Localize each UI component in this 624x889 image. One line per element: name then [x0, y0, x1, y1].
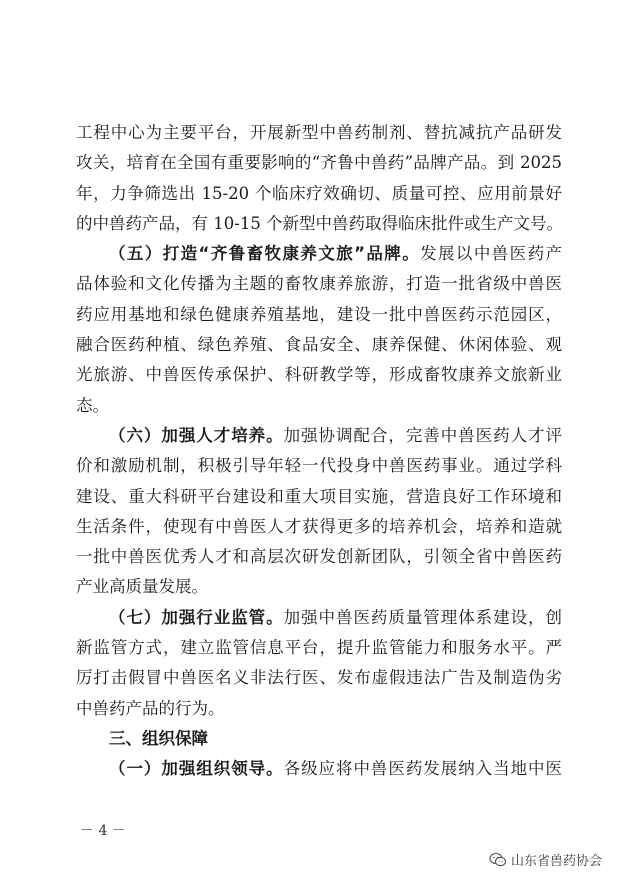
- text-line: 厉打击假冒中兽医名义非法行医、发布虚假违法广告及制造伪劣: [76, 668, 562, 688]
- text-line: 建设、重大科研平台建设和重大项目实施，营造良好工作环境和: [76, 486, 562, 506]
- text-line: 一批中兽医优秀人才和高层次研发创新团队，引领全省中兽医药: [76, 547, 562, 567]
- text-line: 融合医药种植、绿色养殖、食品安全、康养保健、休闲体验、观: [76, 335, 562, 355]
- watermark-text: 山东省兽药协会: [510, 854, 602, 869]
- text-line: 工程中心为主要平台，开展新型中兽药制剂、替抗减抗产品研发: [76, 123, 562, 142]
- text-line: 光旅游、中兽医传承保护、科研教学等，形成畜牧康养文旅新业: [76, 365, 562, 385]
- text-line: 品体验和文化传播为主题的畜牧康养旅游，打造一批省级中兽医: [76, 274, 562, 294]
- section-7-text: 加强中兽医药质量管理体系建设，创: [283, 607, 563, 627]
- text-line: 产业高质量发展。: [76, 577, 208, 597]
- text-line: 中兽药产品的行为。: [76, 698, 225, 718]
- subsection-1-heading: （一）加强组织领导。: [109, 759, 284, 779]
- wechat-icon: [489, 852, 507, 868]
- text-line: 药应用基地和绿色健康养殖基地，建设一批中兽医药示范园区，: [76, 304, 562, 324]
- text-line: 攻关，培育在全国有重要影响的“齐鲁中兽药”品牌产品。到 2025: [76, 153, 562, 173]
- text-line: 价和激励机制，积极引导年轻一代投身中兽医药事业。通过学科: [76, 456, 562, 476]
- section-6-text: 加强协调配合，完善中兽医药人才评: [283, 425, 563, 445]
- section-5-first-line: [76, 239, 562, 269]
- text-line: 态。: [76, 395, 109, 415]
- text-line: 的中兽药产品，有 10-15 个新型中兽药取得临床批件或生产文号。: [76, 213, 564, 233]
- text-line: 年，力争筛选出 15-20 个临床疗效确切、质量可控、应用前景好: [76, 183, 562, 203]
- section-6-first-line: [76, 421, 562, 451]
- part-3-title: 三、组织保障: [109, 728, 208, 748]
- document-body: [76, 118, 562, 785]
- section-5-heading: （五）打造“齐鲁畜牧康养文旅”品牌。: [109, 244, 421, 264]
- section-7-first-line: [76, 603, 562, 633]
- page-number: － 4 －: [80, 823, 126, 839]
- section-6-heading: （六）加强人才培养。: [109, 425, 284, 445]
- text-line: 新监管方式，建立监管信息平台，提升监管能力和服务水平。严: [76, 638, 562, 658]
- section-5-text: 发展以中兽医药产: [420, 244, 562, 264]
- text-line: 生活条件，使现有中兽医人才获得更多的培养机会，培养和造就: [76, 516, 562, 536]
- subsection-1-first-line: [76, 754, 562, 784]
- section-7-heading: （七）加强行业监管。: [109, 607, 284, 627]
- subsection-1-text: 各级应将中兽医药发展纳入当地中医: [283, 759, 563, 779]
- watermark: [489, 850, 602, 869]
